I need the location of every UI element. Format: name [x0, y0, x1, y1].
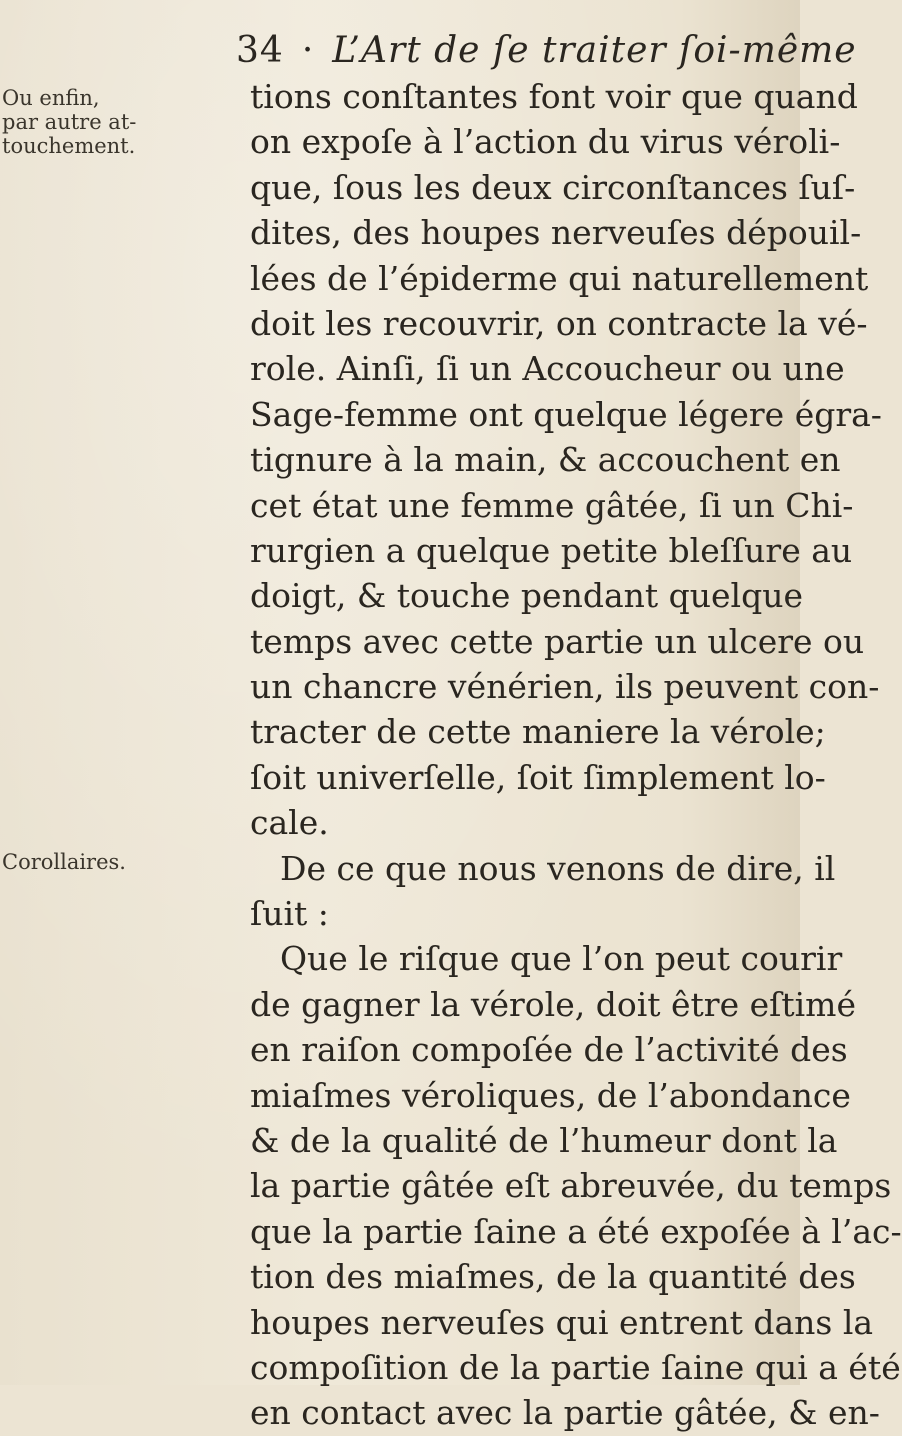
paragraph-1 — [250, 74, 882, 846]
paragraph-2 — [250, 846, 836, 937]
margin-note-transmission — [2, 86, 137, 158]
text-line: De ce que nous venons de dire, il — [280, 848, 836, 888]
text-line: temps avec cette partie un ulcere ou — [250, 621, 865, 661]
text-line: & de la qualité de l’humeur dont la — [250, 1120, 838, 1160]
text-line: doit les recouvrir, on contracte la vé- — [250, 303, 868, 343]
running-title: L’Art de ſe traiter ſoi-même — [332, 30, 857, 71]
text-line: doigt, & touche pendant quelque — [250, 576, 803, 616]
margin-note-line: touchement. — [2, 134, 136, 158]
text-line: rurgien a quelque petite bleſſure au — [250, 530, 853, 570]
paragraph-3 — [250, 936, 902, 1435]
text-line: Que le riſque que l’on peut courir — [280, 939, 843, 979]
text-line: tignure à la main, & accouchent en — [250, 440, 841, 480]
text-line: tracter de cette maniere la vérole; — [250, 712, 826, 752]
text-line: en raiſon compoſée de l’activité des — [250, 1030, 848, 1070]
text-line: tions conſtantes font voir que quand — [250, 77, 858, 116]
header-separator: · — [301, 30, 315, 71]
text-line: cet état une femme gâtée, ſi un Chi- — [250, 485, 854, 525]
text-line: miaſmes véroliques, de l’abondance — [250, 1075, 851, 1115]
running-header — [236, 30, 857, 71]
text-line: cale. — [250, 803, 329, 843]
main-text — [250, 74, 902, 1436]
text-line: en contact avec la partie gâtée, & en- — [250, 1393, 880, 1433]
text-line: un chancre vénérien, ils peuvent con- — [250, 667, 880, 707]
text-line: ſuit : — [250, 894, 329, 934]
margin-note-corollaries — [2, 850, 124, 874]
text-line: tion des miaſmes, de la quantité des — [250, 1257, 856, 1297]
text-line: lées de l’épiderme qui naturellement — [250, 258, 869, 298]
text-line: houpes nerveuſes qui entrent dans la — [250, 1302, 874, 1342]
page-number: 34 — [236, 30, 284, 71]
text-line: que la partie ſaine a été expoſée à l’ac- — [250, 1211, 902, 1251]
margin-note-line: par autre at- — [2, 110, 137, 134]
text-line: role. Ainſi, ſi un Accoucheur ou une — [250, 349, 845, 389]
margin-note-line: Corollaires. — [2, 850, 126, 874]
text-line: la partie gâtée eſt abreuvée, du temps — [250, 1166, 892, 1206]
margin-note-line: Ou enfin, — [2, 86, 100, 110]
text-line: dites, des houpes nerveuſes dépouil- — [250, 213, 862, 253]
text-line: que, ſous les deux circonſtances ſuſ- — [250, 167, 856, 207]
text-line: compoſition de la partie ſaine qui a été — [250, 1347, 901, 1387]
text-line: on expoſe à l’action du virus véroli- — [250, 122, 841, 162]
text-line: de gagner la vérole, doit être eſtimé — [250, 984, 856, 1024]
text-line: ſoit univerſelle, ſoit ſimplement lo- — [250, 757, 826, 797]
text-line: Sage-femme ont quelque légere égra- — [250, 394, 882, 434]
